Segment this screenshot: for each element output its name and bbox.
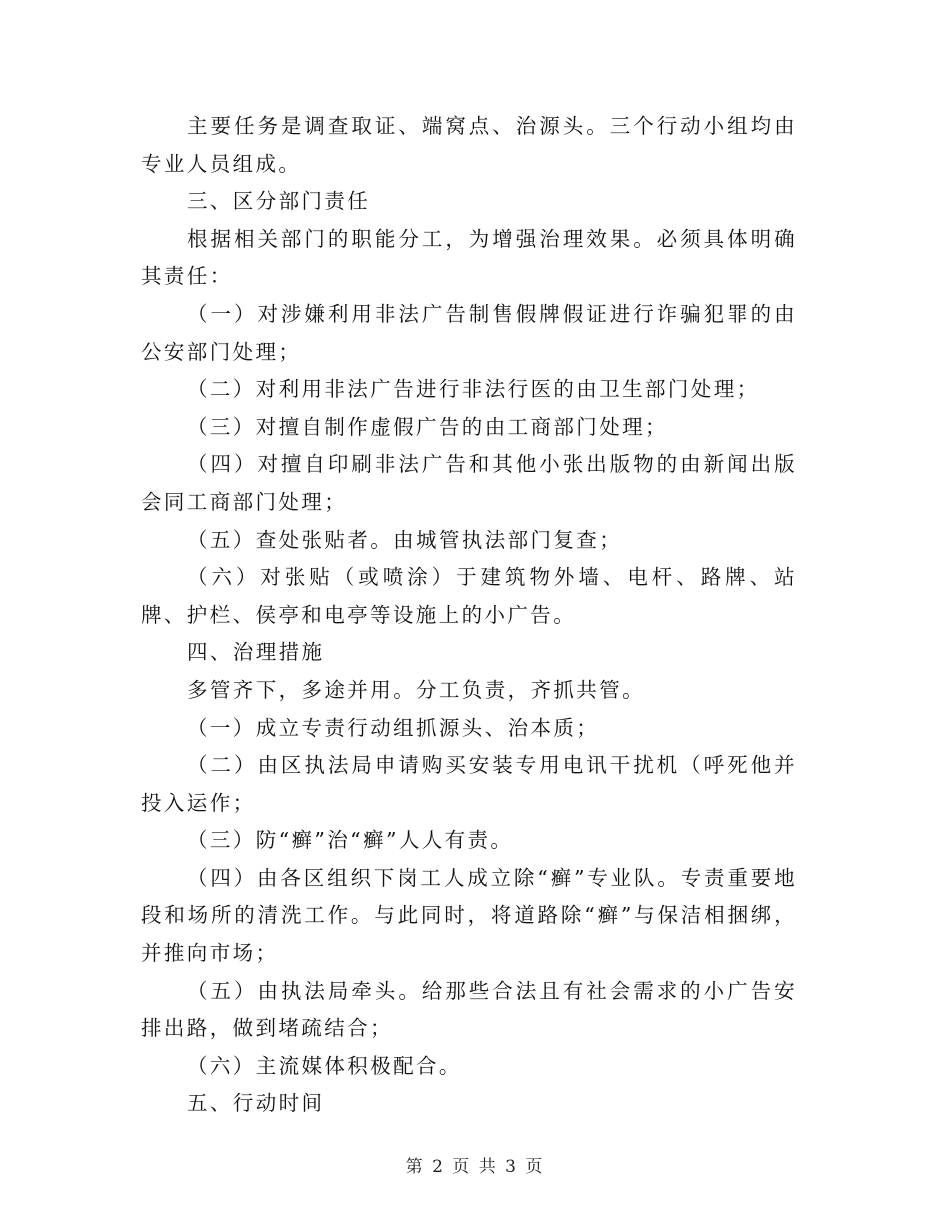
- list-item: （一）成立专责行动组抓源头、治本质；: [187, 715, 600, 740]
- list-item: （五）查处张贴者。由城管执法部门复查；: [187, 527, 623, 552]
- section-heading: 五、行动时间: [187, 1091, 325, 1116]
- footer-middle: 页 共: [452, 1157, 498, 1177]
- list-item: （三）对擅自制作虚假广告的由工商部门处理；: [187, 414, 668, 439]
- section-heading: 三、区分部门责任: [187, 189, 371, 214]
- paragraph: 多管齐下，多途并用。分工负责，齐抓共管。: [187, 677, 645, 702]
- list-item: （六）对张贴（或喷涂）于建筑物外墙、电杆、路牌、站牌、护栏、侯亭和电亭等设施上的小广告。: [141, 565, 797, 627]
- list-item: （六）主流媒体积极配合。: [187, 1053, 462, 1078]
- section-heading: 四、治理措施: [187, 640, 325, 665]
- list-item: （二）对利用非法广告进行非法行医的由卫生部门处理；: [187, 377, 760, 402]
- paragraph: 主要任务是调查取证、端窝点、治源头。三个行动小组均由专业人员组成。: [141, 114, 797, 176]
- footer-suffix: 页: [525, 1157, 545, 1177]
- list-item: （三）防“癣”治“癣”人人有责。: [187, 828, 514, 853]
- list-item: （四）由各区组织下岗工人成立除“癣”专业队。专责重要地段和场所的清洗工作。与此同时，将道路除“癣”与保洁相捆绑，并推向市场；: [141, 865, 797, 966]
- footer-prefix: 第: [405, 1157, 425, 1177]
- page-footer: [0, 1152, 950, 1177]
- footer-current-page: 2: [432, 1157, 445, 1177]
- paragraph: 根据相关部门的职能分工，为增强治理效果。必须具体明确其责任：: [141, 226, 797, 289]
- list-item: （一）对涉嫌利用非法广告制售假牌假证进行诈骗犯罪的由公安部门处理；: [141, 301, 797, 364]
- list-item: （二）由区执法局申请购买安装专用电讯干扰机（呼死他并投入运作；: [141, 753, 797, 815]
- footer-total-pages: 3: [505, 1157, 518, 1177]
- list-item: （四）对擅自印刷非法广告和其他小张出版物的由新闻出版会同工商部门处理；: [141, 452, 797, 514]
- document-body: [141, 108, 797, 1123]
- list-item: （五）由执法局牵头。给那些合法且有社会需求的小广告安排出路，做到堵疏结合；: [141, 978, 797, 1041]
